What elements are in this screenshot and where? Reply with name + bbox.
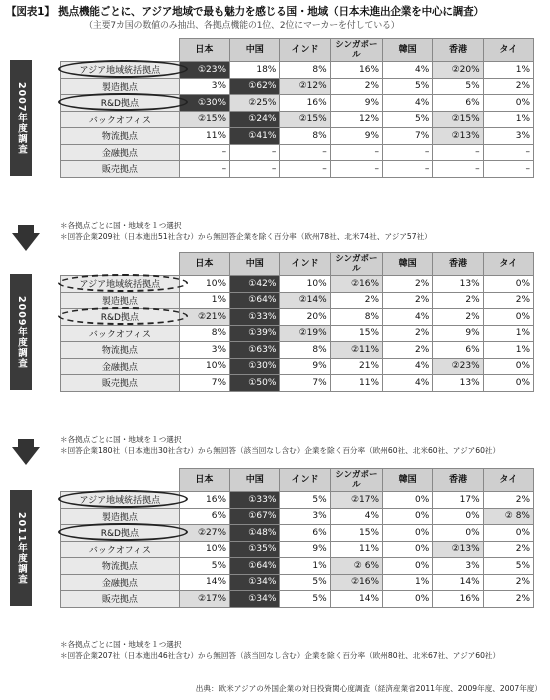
value-cell: 16%	[433, 591, 483, 608]
row-label: 販売拠点	[61, 161, 180, 178]
row-label: アジア地域統括拠点	[61, 492, 180, 509]
table-notes	[60, 640, 540, 661]
value-cell: 5%	[383, 111, 433, 128]
value-cell: 2%	[483, 78, 533, 95]
value-cell: 2%	[483, 574, 533, 591]
value-cell: –	[179, 144, 229, 161]
value-cell: ①39%	[230, 325, 280, 342]
column-header: 香港	[433, 253, 483, 276]
value-cell: ②14%	[280, 292, 330, 309]
table-row	[61, 508, 534, 525]
value-cell: ②25%	[230, 95, 280, 112]
row-label: 販売拠点	[61, 375, 180, 392]
note-line: ＊回答企業209社（日本進出51社含む）から無回答企業を除く百分率（欧州78社、北米74社、アジア57社）	[60, 231, 432, 241]
value-cell: ②15%	[179, 111, 229, 128]
value-cell: 1%	[179, 292, 229, 309]
column-header: 韓国	[383, 253, 433, 276]
column-header: 韓国	[383, 469, 433, 492]
value-cell: 15%	[330, 525, 382, 542]
table-row	[61, 541, 534, 558]
table-row	[61, 78, 534, 95]
down-arrow-icon	[12, 233, 40, 251]
value-cell: 5%	[280, 492, 330, 509]
value-cell: 0%	[433, 525, 483, 542]
value-cell: 18%	[230, 62, 280, 79]
year-label: 2007年度調査	[10, 60, 32, 176]
value-cell: 1%	[483, 342, 533, 359]
row-label: アジア地域統括拠点	[61, 62, 180, 79]
value-cell: 17%	[433, 492, 483, 509]
value-cell: 2%	[383, 325, 433, 342]
survey-table	[60, 252, 534, 392]
year-label: 2011年度調査	[10, 490, 32, 606]
value-cell: 2%	[483, 292, 533, 309]
column-header: シンガポール	[330, 469, 382, 492]
value-cell: 16%	[280, 95, 330, 112]
value-cell: ②13%	[433, 541, 483, 558]
value-cell: –	[330, 161, 382, 178]
value-cell: 10%	[179, 276, 229, 293]
value-cell: –	[230, 161, 280, 178]
value-cell: 7%	[280, 375, 330, 392]
row-label: 製造拠点	[61, 292, 180, 309]
value-cell: ①50%	[230, 375, 280, 392]
value-cell: 4%	[383, 62, 433, 79]
value-cell: –	[483, 144, 533, 161]
value-cell: 8%	[280, 62, 330, 79]
table-row	[61, 144, 534, 161]
value-cell: 3%	[179, 78, 229, 95]
row-label: バックオフィス	[61, 541, 180, 558]
table-notes	[60, 435, 540, 456]
down-arrow-icon	[18, 439, 34, 447]
value-cell: 4%	[383, 358, 433, 375]
value-cell: 2%	[330, 78, 382, 95]
table-row	[61, 161, 534, 178]
value-cell: 2%	[383, 276, 433, 293]
value-cell: ②17%	[179, 591, 229, 608]
value-cell: 6%	[179, 508, 229, 525]
value-cell: 15%	[330, 325, 382, 342]
table-row	[61, 558, 534, 575]
source-note: 出典：欧米アジアの外国企業の対日投資関心度調査（経済産業省2011年度、2009年度、2007年度）	[195, 684, 542, 693]
value-cell: ①24%	[230, 111, 280, 128]
column-header: 日本	[179, 39, 229, 62]
column-header: 中国	[230, 469, 280, 492]
value-cell: ②17%	[330, 492, 382, 509]
value-cell: –	[433, 144, 483, 161]
table-row	[61, 342, 534, 359]
value-cell: 0%	[483, 95, 533, 112]
down-arrow-icon	[18, 225, 34, 233]
value-cell: 5%	[433, 78, 483, 95]
value-cell: 2%	[330, 292, 382, 309]
value-cell: 13%	[433, 375, 483, 392]
value-cell: ①30%	[179, 95, 229, 112]
table-row	[61, 276, 534, 293]
value-cell: 0%	[483, 276, 533, 293]
value-cell: 0%	[383, 558, 433, 575]
table-notes	[60, 221, 540, 242]
value-cell: ①63%	[230, 342, 280, 359]
value-cell: 5%	[179, 558, 229, 575]
column-header: 韓国	[383, 39, 433, 62]
value-cell: ①23%	[179, 62, 229, 79]
column-header: シンガポール	[330, 253, 382, 276]
value-cell: ②16%	[330, 276, 382, 293]
table-row	[61, 375, 534, 392]
figure-subtitle: （主要7カ国の数値のみ抽出、各拠点機能の1位、2位にマーカーを付している）	[84, 21, 400, 31]
column-header: タイ	[483, 39, 533, 62]
note-line: ＊各拠点ごとに国・地域を１つ選択	[60, 640, 182, 649]
table-row	[61, 292, 534, 309]
survey-table	[60, 38, 534, 178]
value-cell: 2%	[383, 292, 433, 309]
value-cell: ①41%	[230, 128, 280, 145]
value-cell: 0%	[383, 508, 433, 525]
value-cell: ①64%	[230, 558, 280, 575]
value-cell: ①34%	[230, 591, 280, 608]
value-cell: 0%	[383, 591, 433, 608]
row-label: 金融拠点	[61, 144, 180, 161]
row-label: バックオフィス	[61, 325, 180, 342]
value-cell: 11%	[179, 128, 229, 145]
value-cell: 7%	[179, 375, 229, 392]
value-cell: 3%	[179, 342, 229, 359]
value-cell: –	[280, 144, 330, 161]
table-row	[61, 591, 534, 608]
table-row	[61, 128, 534, 145]
value-cell: 0%	[483, 375, 533, 392]
value-cell: ② 8%	[483, 508, 533, 525]
column-header: 日本	[179, 253, 229, 276]
table-row	[61, 492, 534, 509]
value-cell: ②13%	[433, 128, 483, 145]
value-cell: 14%	[433, 574, 483, 591]
value-cell: ②16%	[330, 574, 382, 591]
value-cell: 21%	[330, 358, 382, 375]
value-cell: 1%	[483, 325, 533, 342]
row-label: 販売拠点	[61, 591, 180, 608]
value-cell: ①48%	[230, 525, 280, 542]
year-label: 2009年度調査	[10, 274, 32, 390]
value-cell: 1%	[383, 574, 433, 591]
value-cell: 0%	[483, 309, 533, 326]
table-row	[61, 95, 534, 112]
value-cell: 13%	[433, 276, 483, 293]
column-header: インド	[280, 469, 330, 492]
corner-cell	[61, 39, 180, 62]
value-cell: 20%	[280, 309, 330, 326]
table-row	[61, 62, 534, 79]
value-cell: ②12%	[280, 78, 330, 95]
value-cell: 4%	[383, 309, 433, 326]
value-cell: 14%	[179, 574, 229, 591]
value-cell: 10%	[179, 358, 229, 375]
value-cell: 3%	[483, 128, 533, 145]
value-cell: ①30%	[230, 358, 280, 375]
value-cell: 1%	[280, 558, 330, 575]
column-header: 日本	[179, 469, 229, 492]
column-header: インド	[280, 39, 330, 62]
value-cell: ①33%	[230, 309, 280, 326]
column-header: シンガポール	[330, 39, 382, 62]
value-cell: 0%	[383, 492, 433, 509]
value-cell: 3%	[433, 558, 483, 575]
value-cell: 0%	[383, 525, 433, 542]
column-header: タイ	[483, 469, 533, 492]
table-row	[61, 574, 534, 591]
figure-title: 【図表1】 拠点機能ごとに、アジア地域で最も魅力を感じる国・地域（日本未進出企業を中心に調査）	[6, 6, 484, 18]
column-header: タイ	[483, 253, 533, 276]
column-header: インド	[280, 253, 330, 276]
value-cell: 4%	[383, 375, 433, 392]
value-cell: 1%	[483, 111, 533, 128]
value-cell: ②11%	[330, 342, 382, 359]
value-cell: 8%	[280, 342, 330, 359]
note-line: ＊回答企業180社（日本進出30社含む）から無回答（該当回なし含む）企業を除く百分率（欧州60社、北米60社、アジア60社）	[60, 445, 501, 455]
value-cell: –	[280, 161, 330, 178]
value-cell: 0%	[433, 508, 483, 525]
row-label: 金融拠点	[61, 574, 180, 591]
value-cell: 3%	[280, 508, 330, 525]
column-header: 中国	[230, 39, 280, 62]
column-header: 中国	[230, 253, 280, 276]
value-cell: 2%	[483, 492, 533, 509]
value-cell: –	[383, 161, 433, 178]
value-cell: 2%	[483, 541, 533, 558]
value-cell: –	[179, 161, 229, 178]
value-cell: 9%	[330, 128, 382, 145]
row-label: R&D拠点	[61, 525, 180, 542]
value-cell: ①35%	[230, 541, 280, 558]
value-cell: 11%	[330, 375, 382, 392]
value-cell: ①42%	[230, 276, 280, 293]
value-cell: 2%	[433, 292, 483, 309]
value-cell: ②23%	[433, 358, 483, 375]
value-cell: 5%	[280, 591, 330, 608]
value-cell: ②19%	[280, 325, 330, 342]
value-cell: ②21%	[179, 309, 229, 326]
corner-cell	[61, 253, 180, 276]
value-cell: –	[433, 161, 483, 178]
value-cell: 9%	[280, 541, 330, 558]
row-label: 金融拠点	[61, 358, 180, 375]
table-row	[61, 525, 534, 542]
value-cell: 9%	[280, 358, 330, 375]
down-arrow-icon	[12, 447, 40, 465]
value-cell: 8%	[179, 325, 229, 342]
value-cell: ①67%	[230, 508, 280, 525]
value-cell: ②15%	[280, 111, 330, 128]
value-cell: 9%	[433, 325, 483, 342]
value-cell: 2%	[483, 591, 533, 608]
row-label: 物流拠点	[61, 558, 180, 575]
value-cell: ② 6%	[330, 558, 382, 575]
row-label: バックオフィス	[61, 111, 180, 128]
table-row	[61, 325, 534, 342]
survey-table	[60, 468, 534, 608]
row-label: アジア地域統括拠点	[61, 276, 180, 293]
value-cell: 2%	[433, 309, 483, 326]
value-cell: 6%	[280, 525, 330, 542]
table-row	[61, 358, 534, 375]
value-cell: 4%	[330, 508, 382, 525]
row-label: 製造拠点	[61, 508, 180, 525]
value-cell: 10%	[280, 276, 330, 293]
value-cell: ②27%	[179, 525, 229, 542]
column-header: 香港	[433, 469, 483, 492]
value-cell: 8%	[330, 309, 382, 326]
value-cell: 0%	[483, 525, 533, 542]
row-label: 製造拠点	[61, 78, 180, 95]
table-row	[61, 309, 534, 326]
value-cell: ②15%	[433, 111, 483, 128]
value-cell: 10%	[179, 541, 229, 558]
value-cell: 0%	[383, 541, 433, 558]
value-cell: 8%	[280, 128, 330, 145]
row-label: R&D拠点	[61, 95, 180, 112]
value-cell: ②20%	[433, 62, 483, 79]
table-row	[61, 111, 534, 128]
value-cell: ①62%	[230, 78, 280, 95]
note-line: ＊回答企業207社（日本進出46社含む）から無回答（該当回なし含む）企業を除く百分率（欧州80社、北米67社、アジア60社）	[60, 650, 501, 660]
value-cell: ①64%	[230, 292, 280, 309]
value-cell: 5%	[383, 78, 433, 95]
value-cell: 5%	[280, 574, 330, 591]
corner-cell	[61, 469, 180, 492]
row-label: 物流拠点	[61, 342, 180, 359]
note-line: ＊各拠点ごとに国・地域を１つ選択	[60, 435, 182, 444]
value-cell: 5%	[483, 558, 533, 575]
value-cell: –	[230, 144, 280, 161]
note-line: ＊各拠点ごとに国・地域を１つ選択	[60, 221, 182, 230]
value-cell: 7%	[383, 128, 433, 145]
row-label: R&D拠点	[61, 309, 180, 326]
value-cell: 11%	[330, 541, 382, 558]
value-cell: 9%	[330, 95, 382, 112]
value-cell: 16%	[179, 492, 229, 509]
value-cell: 6%	[433, 95, 483, 112]
value-cell: 14%	[330, 591, 382, 608]
value-cell: 1%	[483, 62, 533, 79]
value-cell: 16%	[330, 62, 382, 79]
column-header: 香港	[433, 39, 483, 62]
value-cell: –	[330, 144, 382, 161]
value-cell: 4%	[383, 95, 433, 112]
value-cell: 0%	[483, 358, 533, 375]
value-cell: ①34%	[230, 574, 280, 591]
value-cell: –	[483, 161, 533, 178]
value-cell: ①33%	[230, 492, 280, 509]
value-cell: 12%	[330, 111, 382, 128]
value-cell: 2%	[383, 342, 433, 359]
value-cell: 6%	[433, 342, 483, 359]
value-cell: –	[383, 144, 433, 161]
row-label: 物流拠点	[61, 128, 180, 145]
